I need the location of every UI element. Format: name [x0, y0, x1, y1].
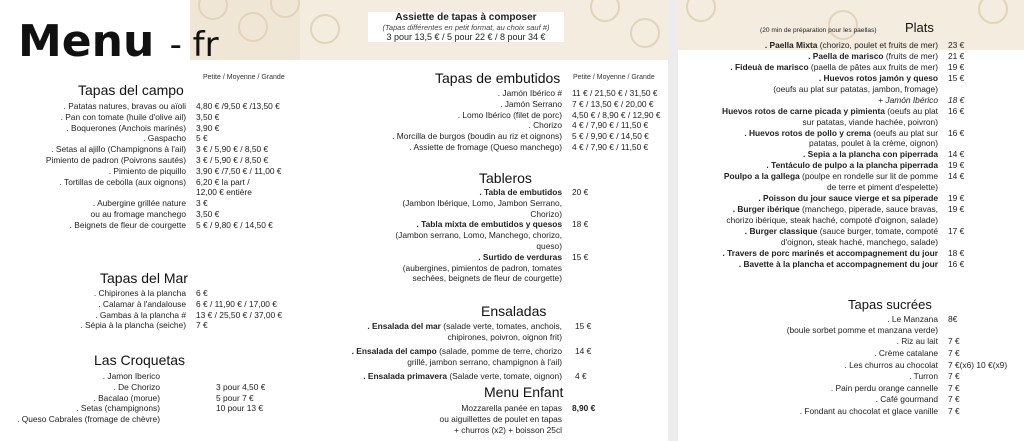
plats-item: Poulpo a la gallega (poulpe en rondelle sur lit de pomme [723, 171, 938, 182]
plats-price: 19 € [948, 204, 965, 215]
croquetas-item: . Bacalao (morue) [93, 392, 160, 403]
plats-item: . Paella Mixta (chorizo, poulet et fruits de mer) [764, 40, 938, 50]
size-header-mid: Petite / Moyenne / Grande [573, 74, 655, 81]
sucrees-price: 7 € [948, 394, 960, 405]
ensaladas-price: 14 € [575, 346, 592, 357]
mar-price: 6 € [196, 288, 208, 298]
campo-item: . Setas al ajillo (Champignons à l'ail) [51, 144, 186, 155]
embutidos-price: 4,50 € / 8,90 € / 12,90 € [572, 109, 661, 120]
plats-price: 16 € [948, 258, 965, 269]
sucrees-title: Tapas sucrées [848, 297, 932, 312]
embutidos-price: 5 € / 9,90 € / 14,50 € [572, 131, 649, 142]
embutidos-item: . Morcilla de burgos (boudin au riz et oignons) [392, 131, 562, 142]
plats-item: . Fideuà de marisco (paella de pâtes aux fruits de mer) [730, 62, 938, 72]
campo-price: 3,90 € /7,50 € / 11,00 € [196, 165, 282, 176]
mar-price: 7 € [196, 320, 208, 331]
tableros-title: Tableros [479, 170, 532, 186]
ensaladas-item: . Ensalada del campo (salade, pomme de terre, chorizo [351, 346, 562, 357]
tableros-price: 20 € [572, 187, 589, 197]
croquetas-item: . De Chorizo [113, 381, 160, 392]
tableros-item: sechées, beignets de fleur de courgette) [412, 273, 562, 284]
tableros-item: (Jambon serrano, Lomo, Manchego, chorizo, [395, 230, 562, 241]
campo-item: . Pan con tomate (huile d'olive ail) [60, 111, 186, 122]
enfant-price: 8,90 € [572, 403, 596, 413]
campo-price: 3 € / 5,90 € / 8,50 € [196, 144, 269, 155]
mar-title: Tapas del Mar [100, 270, 188, 286]
ensaladas-price: 4 € [575, 371, 587, 382]
tableros-item: Chorizo) [530, 208, 562, 219]
sucrees-item: . Fondant au chocolat et glace vanille [799, 406, 938, 416]
campo-price: 3,50 € [196, 209, 220, 219]
plats-item: . Travers de porc marinés et accompagnement du jour [722, 247, 938, 258]
campo-price: 5 € [196, 133, 208, 144]
campo-item: . Gaspacho [143, 133, 186, 144]
sucrees-item: . Riz au lait [896, 336, 938, 347]
croquetas-item: . Setas (champignons) [76, 403, 160, 414]
tableros-item: (aubergines, pimientos de padron, tomates [402, 262, 562, 273]
sucrees-item: . Le Manzana [887, 314, 938, 324]
intro-note: (Tapas différentes en petit format, au choix sauf #) [382, 23, 550, 32]
sucrees-price: 7 € [948, 406, 960, 416]
mar-item: . Chipirones à la plancha [93, 288, 186, 298]
plats-item: . Sepia a la plancha con piperrada [803, 149, 938, 160]
tableros-item: . Surtido de verduras [478, 251, 562, 262]
plats-item: patatas, poulet à la crème, oignon) [809, 138, 938, 149]
croquetas-title: Las Croquetas [94, 352, 186, 368]
sucrees-price: 7 € [948, 371, 960, 382]
croquetas-price: 10 pour 13 € [216, 403, 264, 414]
campo-item: . Boquerones (Anchois marinés) [66, 122, 186, 133]
plats-price: 16 € [948, 127, 965, 138]
campo-price: 3 € [196, 198, 208, 209]
tableros-item: (Jambon Ibérique, Lomo, Jambon Serrano, [402, 197, 562, 208]
plats-item: . Bavette à la plancha et accompagnement du jour [738, 258, 938, 269]
sucrees-price: 7 € [948, 382, 960, 393]
plats-item: . Burger ibérique (manchego, piperade, sauce bravas, [732, 204, 938, 215]
plats-title: Plats [905, 20, 934, 35]
campo-price: 3,90 € [196, 122, 220, 133]
embutidos-item: . Assiette de fromage (Queso manchego) [409, 142, 562, 152]
ensaladas-price: 15 € [575, 321, 592, 331]
campo-price: 3 € / 5,90 € / 8,50 € [196, 155, 269, 165]
size-header-left: Petite / Moyenne / Grande [203, 74, 285, 81]
mar-item: . Calamar à l'andalouse [98, 298, 186, 309]
embutidos-item: . Jamón Ibérico # [497, 88, 562, 98]
plats-price: 19 € [948, 193, 965, 204]
croquetas-item: . Queso Cabrales (fromage de chèvre) [17, 414, 160, 425]
plats-note: (20 min de préparation pour les paellas) [760, 27, 877, 34]
campo-price: 5 € / 9,80 € / 14,50 € [196, 219, 273, 230]
tableros-item: queso) [536, 241, 562, 251]
ensaladas-title: Ensaladas [481, 303, 547, 319]
embutidos-item: . Chorizo [528, 120, 562, 131]
intro-title: Assiette de tapas à composer [395, 12, 537, 23]
campo-price: 12,00 € entière [196, 187, 252, 198]
enfant-line: ou aiguillettes de poulet en tapas [439, 413, 562, 424]
embutidos-price: 4 € / 7,90 € / 11,50 € [572, 142, 649, 152]
plats-item: sur patatas, viande hachée, poivron) [802, 116, 938, 127]
embutidos-price: 4 € / 7,90 € / 11,50 € [572, 120, 649, 131]
sucrees-item: . Crème catalane [874, 348, 938, 358]
sucrees-price: 7 € [948, 336, 960, 347]
plats-price: 15 € [948, 73, 965, 83]
croquetas-price: 5 pour 7 € [216, 392, 254, 403]
plats-item: chorizo ibérique, steak haché, compoté d'oignon, salade) [726, 215, 938, 225]
sucrees-price: 7 € [948, 348, 960, 358]
mar-item: . Gambas à la plancha # [95, 309, 186, 320]
campo-item: ou au fromage manchego [90, 209, 186, 219]
plats-price: 17 € [948, 226, 965, 236]
embutidos-price: 11 € / 21,50 € / 31,50 € [572, 88, 658, 98]
campo-item: . Beignets de fleur de courgette [69, 219, 186, 230]
sucrees-price: 8€ [948, 314, 958, 324]
plats-item: (oeufs au plat sur patatas, jambon, fromage) [773, 83, 938, 94]
enfant-title: Menu Enfant [484, 384, 564, 400]
sucrees-item: (boule sorbet pomme et manzana verde) [786, 324, 938, 335]
tableros-item: . Tabla de embutidos [479, 187, 562, 197]
plats-item: Huevos rotos de carne picada y pimienta (oeufs au plat [722, 105, 938, 116]
croquetas-item: . Jamon Iberico [102, 371, 160, 381]
plats-price: 18 € [948, 94, 965, 105]
sucrees-item: . Pain perdu orange cannelle [830, 382, 938, 393]
plats-item: . Burger classique (sauce burger, tomate, compoté [744, 226, 938, 236]
ensaladas-item: . Ensalada del mar (salade verte, tomates, anchois, [367, 321, 562, 331]
sucrees-item: . Turron [909, 371, 938, 382]
mar-item: . Sépia à la plancha (seiche) [80, 320, 186, 331]
plats-price: 18 € [948, 247, 965, 258]
tableros-price: 15 € [572, 251, 589, 262]
mar-price: 6 € / 11,90 € / 17,00 € [196, 298, 277, 309]
page-title: Menu - fr [18, 16, 219, 67]
plats-price: 23 € [948, 40, 965, 50]
enfant-line: Mozzarella panée en tapas [461, 403, 562, 413]
tableros-item: . Tabla mixta de embutidos y quesos [416, 219, 562, 230]
plats-item: . Tentáculo de pulpo a la plancha piperrada [766, 160, 938, 171]
campo-title: Tapas del campo [78, 82, 184, 98]
plats-item: de terre et piment d'espelette) [826, 182, 938, 193]
sucrees-item: . Café gourmand [875, 394, 938, 405]
plats-item: . Huevos rotos jamón y queso [818, 73, 938, 83]
intro-box [368, 12, 564, 42]
tableros-price: 18 € [572, 219, 589, 230]
plats-price: 14 € [948, 171, 965, 182]
plats-price: 16 € [948, 105, 965, 116]
campo-item: . Pimiento de piquillo [108, 165, 186, 176]
plats-price: 19 € [948, 160, 965, 171]
sucrees-item: . Les churros au chocolat [844, 359, 938, 370]
sucrees-price: 7 €(x6) 10 €(x9) [948, 359, 1008, 370]
plats-item: . Paella de marisco (fruits de mer) [808, 51, 938, 61]
plats-price: 19 € [948, 62, 965, 72]
plats-item: . Huevos rotos de pollo y crema (oeufs au plat sur [744, 127, 938, 138]
campo-item: . Aubergine grillée nature [92, 198, 186, 209]
intro-prices: 3 pour 13,5 € / 5 pour 22 € / 8 pour 34 € [386, 32, 546, 42]
croquetas-price: 3 pour 4,50 € [216, 381, 266, 392]
mar-price: 13 € / 25,50 € / 37,00 € [196, 309, 283, 320]
plats-price: 14 € [948, 149, 965, 160]
plats-item: . Poisson du jour sauce vierge et sa piperade [758, 193, 938, 204]
embutidos-price: 7 € / 13,50 € / 20,00 € [572, 98, 654, 109]
enfant-line: + churros (x2) + boisson 25cl [454, 424, 562, 435]
plats-item: + Jamón Ibérico [878, 94, 938, 105]
campo-price: 4,80 € /9,50 € /13,50 € [196, 101, 280, 111]
ensaladas-item: . Ensalada primavera (Salade verte, tomate, oignon) [363, 371, 562, 382]
embutidos-item: . Jamón Serrano [500, 98, 562, 109]
plats-price: 21 € [948, 51, 965, 61]
ensaladas-item: chipirones, poivron, oignon frit) [447, 331, 562, 342]
campo-price: 3,50 € [196, 111, 220, 122]
campo-item: Pimiento de padron (Poivrons sautés) [45, 155, 186, 165]
embutidos-item: . Lomo Ibérico (filet de porc) [457, 109, 562, 120]
campo-item: . Patatas natures, bravas ou aïoli [63, 101, 186, 111]
campo-item: . Tortillas de cebolla (aux oignons) [59, 176, 186, 187]
ensaladas-item: grillé, jambon serrano, champignon à l'ail) [407, 356, 562, 367]
plats-item: d'oignon, steak haché, manchego, salade) [780, 236, 938, 247]
embutidos-title: Tapas de embutidos [435, 70, 561, 86]
campo-price: 6,20 € la part / [196, 176, 250, 187]
